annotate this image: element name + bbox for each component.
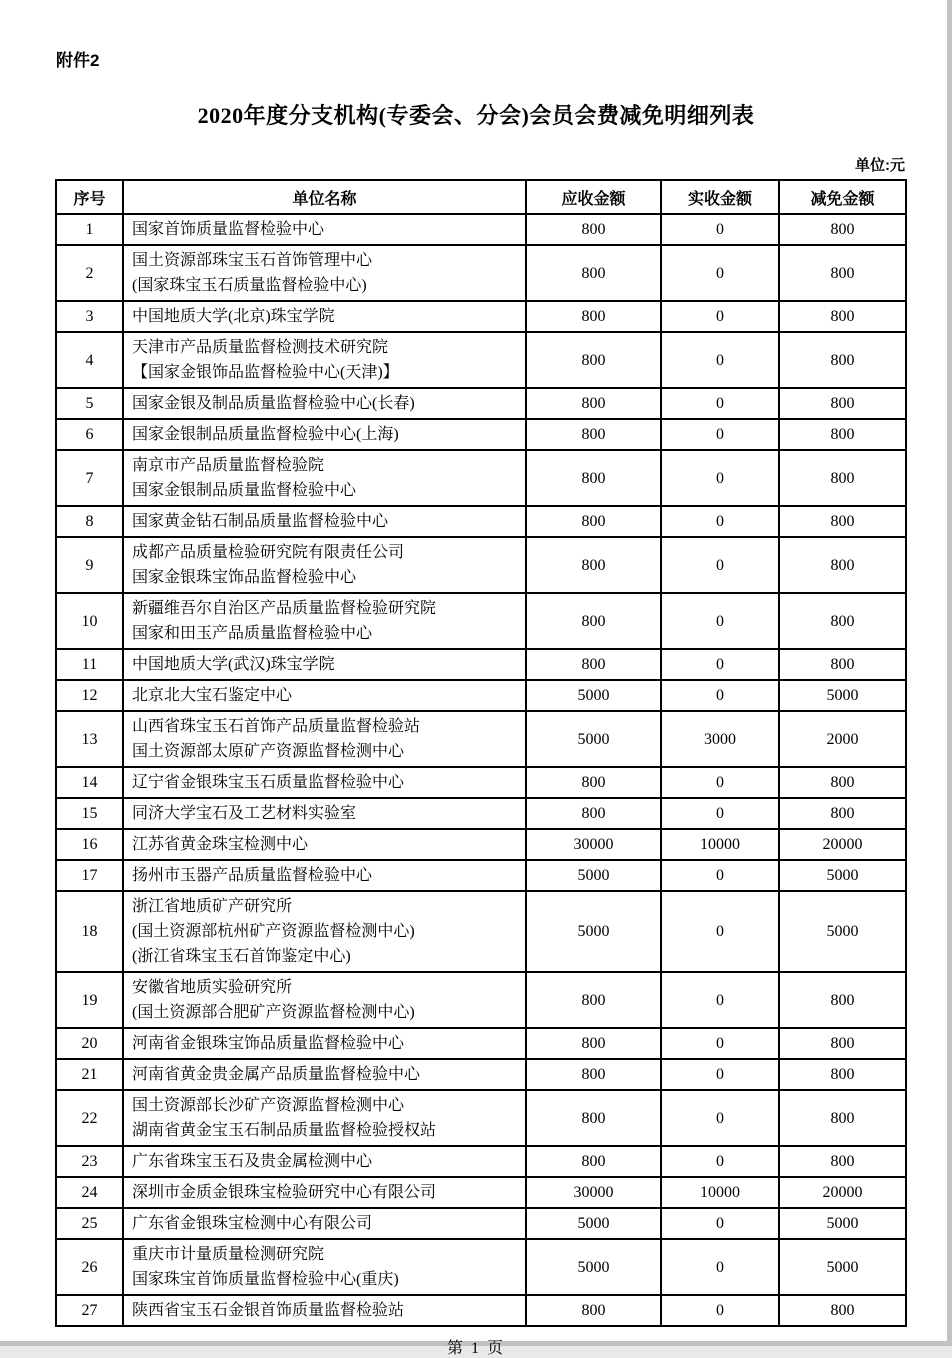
- received-amount-cell: 0: [661, 593, 779, 649]
- unit-name-cell: [123, 891, 526, 972]
- reduction-amount-cell: 800: [779, 332, 906, 388]
- unit-name-line: 国家金银及制品质量监督检验中心(长春): [132, 395, 415, 412]
- receivable-amount-cell: 30000: [526, 829, 661, 860]
- table-row: [56, 1239, 906, 1295]
- unit-name-line: 重庆市计量质量检测研究院: [132, 1246, 325, 1263]
- row-number-cell: 21: [56, 1059, 123, 1090]
- receivable-amount-cell: 800: [526, 1295, 661, 1326]
- unit-name-line: 中国地质大学(武汉)珠宝学院: [132, 656, 335, 673]
- column-header-receivable: 应收金额: [526, 180, 661, 214]
- unit-name-line: 山西省珠宝玉石首饰产品质量监督检验站: [132, 718, 421, 735]
- row-number-cell: 16: [56, 829, 123, 860]
- row-number-cell: 14: [56, 767, 123, 798]
- receivable-amount-cell: 5000: [526, 860, 661, 891]
- unit-name-line: 国家和田玉产品质量监督检验中心: [132, 625, 373, 642]
- unit-name-cell: [123, 1146, 526, 1177]
- unit-note: 单位:元: [855, 157, 905, 174]
- unit-name-line: 湖南省黄金宝玉石制品质量监督检验授权站: [132, 1122, 437, 1139]
- row-number-cell: 18: [56, 891, 123, 972]
- received-amount-cell: 0: [661, 450, 779, 506]
- table-body: [56, 214, 906, 1326]
- reduction-amount-cell: 800: [779, 1059, 906, 1090]
- unit-name-line: (国土资源部合肥矿产资源监督检测中心): [132, 1004, 415, 1021]
- unit-name-line: 同济大学宝石及工艺材料实验室: [132, 805, 357, 822]
- unit-name-line: 扬州市玉器产品质量监督检验中心: [132, 867, 373, 884]
- received-amount-cell: 0: [661, 891, 779, 972]
- table-row: [56, 450, 906, 506]
- unit-name-cell: [123, 972, 526, 1028]
- receivable-amount-cell: 5000: [526, 1239, 661, 1295]
- received-amount-cell: 0: [661, 419, 779, 450]
- table-row: [56, 332, 906, 388]
- receivable-amount-cell: 800: [526, 450, 661, 506]
- table-row: [56, 1146, 906, 1177]
- row-number-cell: 26: [56, 1239, 123, 1295]
- receivable-amount-cell: 800: [526, 245, 661, 301]
- unit-name-line: 国家金银制品质量监督检验中心(上海): [132, 426, 399, 443]
- row-number-cell: 11: [56, 649, 123, 680]
- receivable-amount-cell: 5000: [526, 1208, 661, 1239]
- reduction-amount-cell: 800: [779, 214, 906, 245]
- table-row: [56, 860, 906, 891]
- table-row: [56, 593, 906, 649]
- table-row: [56, 829, 906, 860]
- received-amount-cell: 0: [661, 680, 779, 711]
- reduction-amount-cell: 800: [779, 798, 906, 829]
- unit-name-cell: [123, 332, 526, 388]
- received-amount-cell: 0: [661, 245, 779, 301]
- unit-name-line: (国土资源部杭州矿产资源监督检测中心): [132, 923, 415, 940]
- attachment-label: 附件2: [56, 51, 100, 70]
- row-number-cell: 2: [56, 245, 123, 301]
- reduction-amount-cell: 800: [779, 506, 906, 537]
- unit-name-line: 辽宁省金银珠宝玉石质量监督检验中心: [132, 774, 405, 791]
- received-amount-cell: 3000: [661, 711, 779, 767]
- reduction-amount-cell: 20000: [779, 829, 906, 860]
- table-row: [56, 711, 906, 767]
- reduction-amount-cell: 800: [779, 1146, 906, 1177]
- row-number-cell: 13: [56, 711, 123, 767]
- reduction-amount-cell: 800: [779, 1090, 906, 1146]
- receivable-amount-cell: 800: [526, 506, 661, 537]
- unit-name-line: 天津市产品质量监督检测技术研究院: [132, 339, 389, 356]
- received-amount-cell: 10000: [661, 829, 779, 860]
- reduction-amount-cell: 800: [779, 245, 906, 301]
- table-header-row: [56, 180, 906, 214]
- row-number-cell: 27: [56, 1295, 123, 1326]
- receivable-amount-cell: 800: [526, 419, 661, 450]
- unit-name-cell: [123, 593, 526, 649]
- table-row: [56, 419, 906, 450]
- received-amount-cell: 0: [661, 301, 779, 332]
- column-header-unit-name: 单位名称: [123, 180, 526, 214]
- receivable-amount-cell: 800: [526, 1146, 661, 1177]
- unit-name-cell: [123, 214, 526, 245]
- row-number-cell: 10: [56, 593, 123, 649]
- reduction-amount-cell: 800: [779, 593, 906, 649]
- receivable-amount-cell: 5000: [526, 891, 661, 972]
- unit-name-cell: [123, 1059, 526, 1090]
- unit-name-cell: [123, 301, 526, 332]
- unit-name-line: (浙江省珠宝玉石首饰鉴定中心): [132, 948, 351, 965]
- unit-name-cell: [123, 419, 526, 450]
- unit-name-line: 国家珠宝首饰质量监督检验中心(重庆): [132, 1271, 399, 1288]
- row-number-cell: 8: [56, 506, 123, 537]
- row-number-cell: 9: [56, 537, 123, 593]
- unit-name-line: 国家金银制品质量监督检验中心: [132, 482, 357, 499]
- table-row: [56, 388, 906, 419]
- reduction-amount-cell: 800: [779, 1295, 906, 1326]
- receivable-amount-cell: 800: [526, 593, 661, 649]
- table-row: [56, 506, 906, 537]
- unit-name-line: 陕西省宝玉石金银首饰质量监督检验站: [132, 1302, 405, 1319]
- row-number-cell: 20: [56, 1028, 123, 1059]
- received-amount-cell: 0: [661, 860, 779, 891]
- unit-name-cell: [123, 1177, 526, 1208]
- table-row: [56, 245, 906, 301]
- unit-name-cell: [123, 711, 526, 767]
- column-header-reduction: 减免金额: [779, 180, 906, 214]
- received-amount-cell: 0: [661, 1295, 779, 1326]
- received-amount-cell: 0: [661, 767, 779, 798]
- row-number-cell: 24: [56, 1177, 123, 1208]
- unit-name-line: 安徽省地质实验研究所: [132, 979, 293, 996]
- unit-name-line: 南京市产品质量监督检验院: [132, 457, 325, 474]
- receivable-amount-cell: 5000: [526, 680, 661, 711]
- unit-name-line: 国家黄金钻石制品质量监督检验中心: [132, 513, 389, 530]
- receivable-amount-cell: 800: [526, 301, 661, 332]
- table-row: [56, 972, 906, 1028]
- receivable-amount-cell: 800: [526, 332, 661, 388]
- reduction-amount-cell: 800: [779, 537, 906, 593]
- reduction-amount-cell: 5000: [779, 860, 906, 891]
- receivable-amount-cell: 800: [526, 798, 661, 829]
- received-amount-cell: 0: [661, 214, 779, 245]
- fee-reduction-table: [55, 179, 907, 1327]
- unit-name-line: 浙江省地质矿产研究所: [132, 898, 293, 915]
- received-amount-cell: 0: [661, 649, 779, 680]
- reduction-amount-cell: 20000: [779, 1177, 906, 1208]
- unit-name-cell: [123, 388, 526, 419]
- row-number-cell: 5: [56, 388, 123, 419]
- unit-name-line: 国家金银珠宝饰品监督检验中心: [132, 569, 357, 586]
- reduction-amount-cell: 5000: [779, 680, 906, 711]
- unit-name-cell: [123, 1090, 526, 1146]
- row-number-cell: 12: [56, 680, 123, 711]
- reduction-amount-cell: 800: [779, 450, 906, 506]
- unit-name-cell: [123, 1028, 526, 1059]
- unit-name-line: (国家珠宝玉石质量监督检验中心): [132, 277, 367, 294]
- table-row: [56, 767, 906, 798]
- unit-name-line: 深圳市金质金银珠宝检验研究中心有限公司: [132, 1184, 437, 1201]
- unit-name-line: 成都产品质量检验研究院有限责任公司: [132, 544, 405, 561]
- received-amount-cell: 0: [661, 537, 779, 593]
- reduction-amount-cell: 800: [779, 972, 906, 1028]
- unit-name-line: 国土资源部长沙矿产资源监督检测中心: [132, 1097, 405, 1114]
- row-number-cell: 19: [56, 972, 123, 1028]
- received-amount-cell: 0: [661, 1239, 779, 1295]
- unit-name-line: 国土资源部太原矿产资源监督检测中心: [132, 743, 405, 760]
- table-row: [56, 649, 906, 680]
- row-number-cell: 17: [56, 860, 123, 891]
- receivable-amount-cell: 800: [526, 972, 661, 1028]
- table-row: [56, 301, 906, 332]
- table-row: [56, 680, 906, 711]
- row-number-cell: 22: [56, 1090, 123, 1146]
- received-amount-cell: 0: [661, 388, 779, 419]
- row-number-cell: 4: [56, 332, 123, 388]
- unit-name-cell: [123, 767, 526, 798]
- table-section: [55, 154, 905, 1327]
- unit-name-cell: [123, 1208, 526, 1239]
- table-row: [56, 1177, 906, 1208]
- table-row: [56, 891, 906, 972]
- received-amount-cell: 0: [661, 798, 779, 829]
- unit-name-line: 广东省珠宝玉石及贵金属检测中心: [132, 1153, 373, 1170]
- unit-name-line: 北京北大宝石鉴定中心: [132, 687, 293, 704]
- received-amount-cell: 0: [661, 1146, 779, 1177]
- received-amount-cell: 0: [661, 1059, 779, 1090]
- row-number-cell: 15: [56, 798, 123, 829]
- unit-name-line: 江苏省黄金珠宝检测中心: [132, 836, 309, 853]
- column-header-no: 序号: [56, 180, 123, 214]
- page-title: 2020年度分支机构(专委会、分会)会员会费减免明细列表: [197, 103, 755, 128]
- reduction-amount-cell: 800: [779, 649, 906, 680]
- unit-name-cell: [123, 798, 526, 829]
- unit-name-cell: [123, 649, 526, 680]
- receivable-amount-cell: 5000: [526, 711, 661, 767]
- reduction-amount-cell: 5000: [779, 891, 906, 972]
- reduction-amount-cell: 5000: [779, 1239, 906, 1295]
- receivable-amount-cell: 800: [526, 537, 661, 593]
- unit-name-cell: [123, 506, 526, 537]
- receivable-amount-cell: 30000: [526, 1177, 661, 1208]
- unit-name-cell: [123, 829, 526, 860]
- unit-name-cell: [123, 1239, 526, 1295]
- row-number-cell: 6: [56, 419, 123, 450]
- reduction-amount-cell: 800: [779, 301, 906, 332]
- received-amount-cell: 0: [661, 972, 779, 1028]
- row-number-cell: 1: [56, 214, 123, 245]
- reduction-amount-cell: 800: [779, 419, 906, 450]
- receivable-amount-cell: 800: [526, 214, 661, 245]
- row-number-cell: 3: [56, 301, 123, 332]
- received-amount-cell: 0: [661, 1208, 779, 1239]
- receivable-amount-cell: 800: [526, 388, 661, 419]
- receivable-amount-cell: 800: [526, 1059, 661, 1090]
- reduction-amount-cell: 800: [779, 1028, 906, 1059]
- unit-name-line: 河南省金银珠宝饰品质量监督检验中心: [132, 1035, 405, 1052]
- table-row: [56, 798, 906, 829]
- unit-name-cell: [123, 680, 526, 711]
- table-row: [56, 1208, 906, 1239]
- received-amount-cell: 0: [661, 1090, 779, 1146]
- row-number-cell: 7: [56, 450, 123, 506]
- unit-name-cell: [123, 860, 526, 891]
- table-row: [56, 214, 906, 245]
- unit-name-line: 河南省黄金贵金属产品质量监督检验中心: [132, 1066, 421, 1083]
- unit-name-line: 广东省金银珠宝检测中心有限公司: [132, 1215, 373, 1232]
- table-row: [56, 1028, 906, 1059]
- unit-name-line: 国家首饰质量监督检验中心: [132, 221, 325, 238]
- unit-name-cell: [123, 245, 526, 301]
- unit-name-cell: [123, 1295, 526, 1326]
- unit-name-cell: [123, 450, 526, 506]
- row-number-cell: 25: [56, 1208, 123, 1239]
- unit-name-line: 国土资源部珠宝玉石首饰管理中心: [132, 252, 373, 269]
- unit-name-line: 新疆维吾尔自治区产品质量监督检验研究院: [132, 600, 437, 617]
- reduction-amount-cell: 800: [779, 388, 906, 419]
- receivable-amount-cell: 800: [526, 649, 661, 680]
- unit-name-line: 中国地质大学(北京)珠宝学院: [132, 308, 335, 325]
- reduction-amount-cell: 2000: [779, 711, 906, 767]
- row-number-cell: 23: [56, 1146, 123, 1177]
- unit-name-line: 【国家金银饰品监督检验中心(天津)】: [132, 364, 399, 381]
- reduction-amount-cell: 800: [779, 767, 906, 798]
- reduction-amount-cell: 5000: [779, 1208, 906, 1239]
- column-header-received: 实收金额: [661, 180, 779, 214]
- received-amount-cell: 0: [661, 1028, 779, 1059]
- receivable-amount-cell: 800: [526, 1090, 661, 1146]
- received-amount-cell: 10000: [661, 1177, 779, 1208]
- receivable-amount-cell: 800: [526, 767, 661, 798]
- received-amount-cell: 0: [661, 332, 779, 388]
- table-row: [56, 1059, 906, 1090]
- table-row: [56, 1295, 906, 1326]
- receivable-amount-cell: 800: [526, 1028, 661, 1059]
- table-row: [56, 1090, 906, 1146]
- page-number: 第 1 页: [446, 1340, 505, 1357]
- table-row: [56, 537, 906, 593]
- received-amount-cell: 0: [661, 506, 779, 537]
- unit-name-cell: [123, 537, 526, 593]
